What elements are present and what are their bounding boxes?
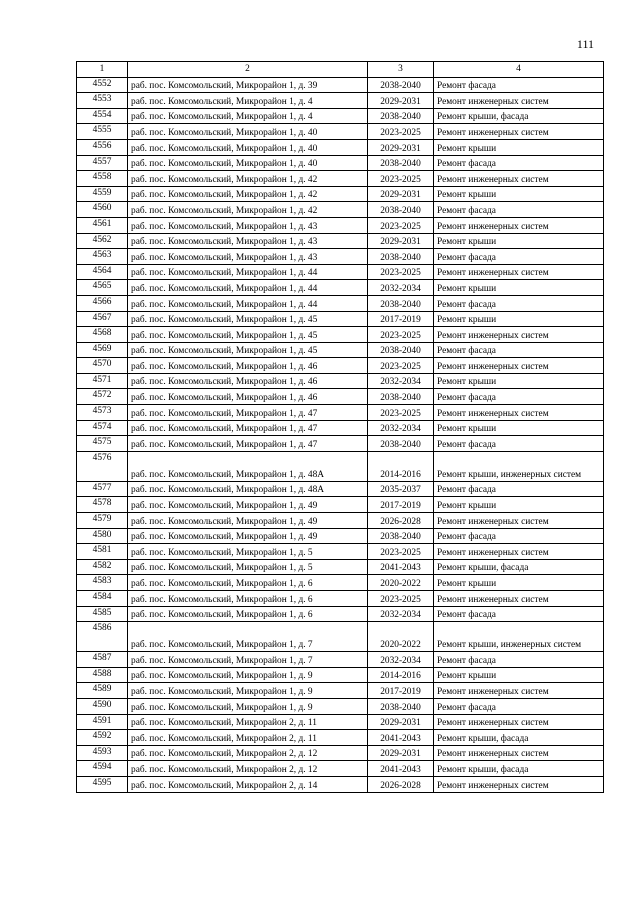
- row-period: 2038-2040: [368, 249, 434, 265]
- row-period: 2038-2040: [368, 108, 434, 124]
- row-address: раб. пос. Комсомольский, Микрорайон 1, д. 5: [128, 544, 368, 560]
- row-address: раб. пос. Комсомольский, Микрорайон 1, д. 46: [128, 373, 368, 389]
- row-number: 4556: [77, 139, 128, 155]
- row-period: 2026-2028: [368, 776, 434, 792]
- column-header-3: 3: [368, 62, 434, 78]
- row-number: 4593: [77, 745, 128, 761]
- row-work-type: Ремонт инженерных систем: [434, 591, 604, 607]
- row-number: 4574: [77, 420, 128, 436]
- row-period: 2017-2019: [368, 311, 434, 327]
- table-header-row: [77, 62, 604, 78]
- row-work-type: Ремонт крыши, фасада: [434, 559, 604, 575]
- table-row: [77, 77, 604, 93]
- row-work-type: Ремонт инженерных систем: [434, 714, 604, 730]
- table-row: [77, 575, 604, 591]
- row-address: раб. пос. Комсомольский, Микрорайон 1, д. 43: [128, 249, 368, 265]
- table-row: [77, 155, 604, 171]
- row-period: 2029-2031: [368, 233, 434, 249]
- row-period: 2038-2040: [368, 202, 434, 218]
- column-header-4: 4: [434, 62, 604, 78]
- table-row: [77, 420, 604, 436]
- row-number: 4561: [77, 217, 128, 233]
- column-header-2: 2: [128, 62, 368, 78]
- row-period: 2023-2025: [368, 217, 434, 233]
- row-number: 4589: [77, 683, 128, 699]
- row-number: 4559: [77, 186, 128, 202]
- row-address: раб. пос. Комсомольский, Микрорайон 1, д. 42: [128, 171, 368, 187]
- row-number: 4591: [77, 714, 128, 730]
- row-period: 2029-2031: [368, 745, 434, 761]
- row-period: 2032-2034: [368, 420, 434, 436]
- row-work-type: Ремонт инженерных систем: [434, 513, 604, 529]
- row-number: 4575: [77, 436, 128, 452]
- row-period: 2038-2040: [368, 436, 434, 452]
- table-row: [77, 249, 604, 265]
- row-period: 2038-2040: [368, 77, 434, 93]
- row-period: 2014-2016: [368, 667, 434, 683]
- row-period: 2017-2019: [368, 497, 434, 513]
- row-period: 2023-2025: [368, 405, 434, 421]
- row-work-type: Ремонт крыши: [434, 233, 604, 249]
- row-work-type: Ремонт инженерных систем: [434, 217, 604, 233]
- row-number: 4580: [77, 528, 128, 544]
- table-row: [77, 436, 604, 452]
- row-period: 2032-2034: [368, 652, 434, 668]
- row-period: 2038-2040: [368, 389, 434, 405]
- row-period: 2038-2040: [368, 155, 434, 171]
- row-work-type: Ремонт крыши, фасада: [434, 761, 604, 777]
- row-work-type: Ремонт фасада: [434, 295, 604, 311]
- row-period: 2041-2043: [368, 730, 434, 746]
- row-number: 4562: [77, 233, 128, 249]
- row-period: 2038-2040: [368, 698, 434, 714]
- row-address: раб. пос. Комсомольский, Микрорайон 1, д. 5: [128, 559, 368, 575]
- row-address: раб. пос. Комсомольский, Микрорайон 1, д. 43: [128, 217, 368, 233]
- row-period: 2017-2019: [368, 683, 434, 699]
- row-work-type: Ремонт фасада: [434, 342, 604, 358]
- row-work-type: Ремонт инженерных систем: [434, 264, 604, 280]
- row-address: раб. пос. Комсомольский, Микрорайон 1, д. 6: [128, 575, 368, 591]
- row-address: раб. пос. Комсомольский, Микрорайон 1, д. 42: [128, 202, 368, 218]
- row-period: 2029-2031: [368, 139, 434, 155]
- row-work-type: Ремонт инженерных систем: [434, 405, 604, 421]
- row-address: раб. пос. Комсомольский, Микрорайон 1, д. 4: [128, 93, 368, 109]
- table-row: [77, 233, 604, 249]
- row-address: раб. пос. Комсомольский, Микрорайон 1, д. 49: [128, 497, 368, 513]
- row-number: 4558: [77, 171, 128, 187]
- row-period: 2029-2031: [368, 93, 434, 109]
- row-work-type: Ремонт крыши, фасада: [434, 108, 604, 124]
- row-number: 4554: [77, 108, 128, 124]
- table-row: [77, 683, 604, 699]
- row-work-type: Ремонт крыши: [434, 280, 604, 296]
- table-row: [77, 513, 604, 529]
- row-period: 2023-2025: [368, 544, 434, 560]
- row-work-type: Ремонт фасада: [434, 77, 604, 93]
- row-number: 4553: [77, 93, 128, 109]
- table-row: [77, 108, 604, 124]
- row-address: раб. пос. Комсомольский, Микрорайон 1, д. 44: [128, 264, 368, 280]
- row-period: 2032-2034: [368, 280, 434, 296]
- row-address: раб. пос. Комсомольский, Микрорайон 1, д. 9: [128, 698, 368, 714]
- row-work-type: Ремонт крыши: [434, 667, 604, 683]
- row-number: 4595: [77, 776, 128, 792]
- row-period: 2029-2031: [368, 714, 434, 730]
- table-row: [77, 171, 604, 187]
- row-period: 2023-2025: [368, 327, 434, 343]
- row-number: 4585: [77, 606, 128, 622]
- row-number: 4586: [77, 622, 128, 652]
- table-row: [77, 497, 604, 513]
- row-period: 2020-2022: [368, 622, 434, 652]
- table-row: [77, 295, 604, 311]
- row-address: раб. пос. Комсомольский, Микрорайон 2, д. 12: [128, 761, 368, 777]
- row-address: раб. пос. Комсомольский, Микрорайон 1, д. 49: [128, 513, 368, 529]
- row-number: 4588: [77, 667, 128, 683]
- table-row: [77, 776, 604, 792]
- row-period: 2032-2034: [368, 373, 434, 389]
- table-row: [77, 217, 604, 233]
- row-number: 4568: [77, 327, 128, 343]
- row-work-type: Ремонт инженерных систем: [434, 93, 604, 109]
- table-row: [77, 528, 604, 544]
- row-address: раб. пос. Комсомольский, Микрорайон 1, д. 7: [128, 652, 368, 668]
- row-address: раб. пос. Комсомольский, Микрорайон 2, д. 11: [128, 714, 368, 730]
- row-work-type: Ремонт крыши: [434, 186, 604, 202]
- row-number: 4563: [77, 249, 128, 265]
- table-row: [77, 714, 604, 730]
- row-work-type: Ремонт крыши: [434, 497, 604, 513]
- table-row: [77, 481, 604, 497]
- table-row: [77, 264, 604, 280]
- row-number: 4571: [77, 373, 128, 389]
- row-period: 2032-2034: [368, 606, 434, 622]
- row-number: 4583: [77, 575, 128, 591]
- table-row: [77, 544, 604, 560]
- row-work-type: Ремонт инженерных систем: [434, 171, 604, 187]
- row-address: раб. пос. Комсомольский, Микрорайон 2, д. 12: [128, 745, 368, 761]
- row-address: раб. пос. Комсомольский, Микрорайон 1, д. 45: [128, 342, 368, 358]
- row-period: 2023-2025: [368, 124, 434, 140]
- row-address: раб. пос. Комсомольский, Микрорайон 1, д. 4: [128, 108, 368, 124]
- row-work-type: Ремонт инженерных систем: [434, 327, 604, 343]
- row-period: 2038-2040: [368, 342, 434, 358]
- row-number: 4577: [77, 481, 128, 497]
- table-row: [77, 698, 604, 714]
- row-number: 4578: [77, 497, 128, 513]
- row-work-type: Ремонт инженерных систем: [434, 776, 604, 792]
- row-address: раб. пос. Комсомольский, Микрорайон 1, д. 44: [128, 280, 368, 296]
- row-address: раб. пос. Комсомольский, Микрорайон 1, д. 45: [128, 311, 368, 327]
- row-work-type: Ремонт фасада: [434, 481, 604, 497]
- row-period: 2014-2016: [368, 451, 434, 481]
- table-row: [77, 358, 604, 374]
- row-address: раб. пос. Комсомольский, Микрорайон 1, д. 47: [128, 436, 368, 452]
- table-row: [77, 124, 604, 140]
- row-address: раб. пос. Комсомольский, Микрорайон 1, д. 42: [128, 186, 368, 202]
- row-number: 4560: [77, 202, 128, 218]
- table-row: [77, 389, 604, 405]
- table-row: [77, 405, 604, 421]
- row-work-type: Ремонт фасада: [434, 698, 604, 714]
- table-row: [77, 342, 604, 358]
- table-row: [77, 622, 604, 652]
- row-period: 2023-2025: [368, 591, 434, 607]
- row-number: 4555: [77, 124, 128, 140]
- row-address: раб. пос. Комсомольский, Микрорайон 2, д. 11: [128, 730, 368, 746]
- row-period: 2023-2025: [368, 264, 434, 280]
- row-address: раб. пос. Комсомольский, Микрорайон 1, д. 45: [128, 327, 368, 343]
- row-period: 2023-2025: [368, 171, 434, 187]
- row-work-type: Ремонт крыши, фасада: [434, 730, 604, 746]
- row-work-type: Ремонт фасада: [434, 389, 604, 405]
- row-work-type: Ремонт инженерных систем: [434, 124, 604, 140]
- row-address: раб. пос. Комсомольский, Микрорайон 1, д. 44: [128, 295, 368, 311]
- row-number: 4581: [77, 544, 128, 560]
- row-address: раб. пос. Комсомольский, Микрорайон 1, д. 6: [128, 591, 368, 607]
- table-body: [77, 77, 604, 792]
- row-work-type: Ремонт крыши, инженерных систем: [434, 622, 604, 652]
- row-number: 4566: [77, 295, 128, 311]
- row-number: 4565: [77, 280, 128, 296]
- table-row: [77, 451, 604, 481]
- row-work-type: Ремонт фасада: [434, 528, 604, 544]
- table-row: [77, 745, 604, 761]
- row-number: 4584: [77, 591, 128, 607]
- row-work-type: Ремонт крыши: [434, 373, 604, 389]
- row-period: 2035-2037: [368, 481, 434, 497]
- repair-schedule-table: [76, 61, 604, 793]
- table-row: [77, 202, 604, 218]
- row-number: 4579: [77, 513, 128, 529]
- row-address: раб. пос. Комсомольский, Микрорайон 1, д. 47: [128, 405, 368, 421]
- table-row: [77, 761, 604, 777]
- row-work-type: Ремонт крыши: [434, 311, 604, 327]
- row-address: раб. пос. Комсомольский, Микрорайон 1, д. 39: [128, 77, 368, 93]
- row-address: раб. пос. Комсомольский, Микрорайон 1, д. 43: [128, 233, 368, 249]
- row-number: 4576: [77, 451, 128, 481]
- row-address: раб. пос. Комсомольский, Микрорайон 1, д. 48А: [128, 451, 368, 481]
- row-work-type: Ремонт фасада: [434, 155, 604, 171]
- page-number: 111: [576, 37, 594, 51]
- row-address: раб. пос. Комсомольский, Микрорайон 1, д. 40: [128, 155, 368, 171]
- row-address: раб. пос. Комсомольский, Микрорайон 1, д. 46: [128, 389, 368, 405]
- row-number: 4590: [77, 698, 128, 714]
- column-header-1: 1: [77, 62, 128, 78]
- table-row: [77, 311, 604, 327]
- table-row: [77, 606, 604, 622]
- row-address: раб. пос. Комсомольский, Микрорайон 1, д. 40: [128, 139, 368, 155]
- row-address: раб. пос. Комсомольский, Микрорайон 1, д. 47: [128, 420, 368, 436]
- row-address: раб. пос. Комсомольский, Микрорайон 1, д. 9: [128, 667, 368, 683]
- row-period: 2041-2043: [368, 761, 434, 777]
- row-work-type: Ремонт фасада: [434, 436, 604, 452]
- table-row: [77, 667, 604, 683]
- table-row: [77, 591, 604, 607]
- table-row: [77, 559, 604, 575]
- row-address: раб. пос. Комсомольский, Микрорайон 1, д. 46: [128, 358, 368, 374]
- row-number: 4582: [77, 559, 128, 575]
- row-period: 2026-2028: [368, 513, 434, 529]
- row-number: 4592: [77, 730, 128, 746]
- table-row: [77, 280, 604, 296]
- row-period: 2020-2022: [368, 575, 434, 591]
- row-number: 4557: [77, 155, 128, 171]
- row-work-type: Ремонт фасада: [434, 202, 604, 218]
- table-row: [77, 327, 604, 343]
- row-address: раб. пос. Комсомольский, Микрорайон 1, д. 9: [128, 683, 368, 699]
- row-number: 4573: [77, 405, 128, 421]
- table-row: [77, 139, 604, 155]
- row-work-type: Ремонт крыши: [434, 575, 604, 591]
- row-work-type: Ремонт крыши, инженерных систем: [434, 451, 604, 481]
- table-row: [77, 652, 604, 668]
- table-row: [77, 186, 604, 202]
- row-work-type: Ремонт инженерных систем: [434, 745, 604, 761]
- row-number: 4572: [77, 389, 128, 405]
- row-period: 2029-2031: [368, 186, 434, 202]
- row-number: 4567: [77, 311, 128, 327]
- row-period: 2038-2040: [368, 295, 434, 311]
- row-number: 4570: [77, 358, 128, 374]
- row-address: раб. пос. Комсомольский, Микрорайон 1, д. 49: [128, 528, 368, 544]
- row-address: раб. пос. Комсомольский, Микрорайон 2, д. 14: [128, 776, 368, 792]
- row-period: 2041-2043: [368, 559, 434, 575]
- row-work-type: Ремонт фасада: [434, 249, 604, 265]
- row-period: 2038-2040: [368, 528, 434, 544]
- row-number: 4587: [77, 652, 128, 668]
- row-period: 2023-2025: [368, 358, 434, 374]
- row-number: 4552: [77, 77, 128, 93]
- row-work-type: Ремонт инженерных систем: [434, 683, 604, 699]
- row-address: раб. пос. Комсомольский, Микрорайон 1, д. 40: [128, 124, 368, 140]
- row-address: раб. пос. Комсомольский, Микрорайон 1, д. 48А: [128, 481, 368, 497]
- row-work-type: Ремонт крыши: [434, 420, 604, 436]
- row-number: 4594: [77, 761, 128, 777]
- row-number: 4569: [77, 342, 128, 358]
- row-work-type: Ремонт крыши: [434, 139, 604, 155]
- table-row: [77, 730, 604, 746]
- row-work-type: Ремонт инженерных систем: [434, 544, 604, 560]
- row-address: раб. пос. Комсомольский, Микрорайон 1, д. 7: [128, 622, 368, 652]
- row-work-type: Ремонт фасада: [434, 606, 604, 622]
- row-work-type: Ремонт инженерных систем: [434, 358, 604, 374]
- table-row: [77, 373, 604, 389]
- row-work-type: Ремонт фасада: [434, 652, 604, 668]
- row-number: 4564: [77, 264, 128, 280]
- row-address: раб. пос. Комсомольский, Микрорайон 1, д. 6: [128, 606, 368, 622]
- table-row: [77, 93, 604, 109]
